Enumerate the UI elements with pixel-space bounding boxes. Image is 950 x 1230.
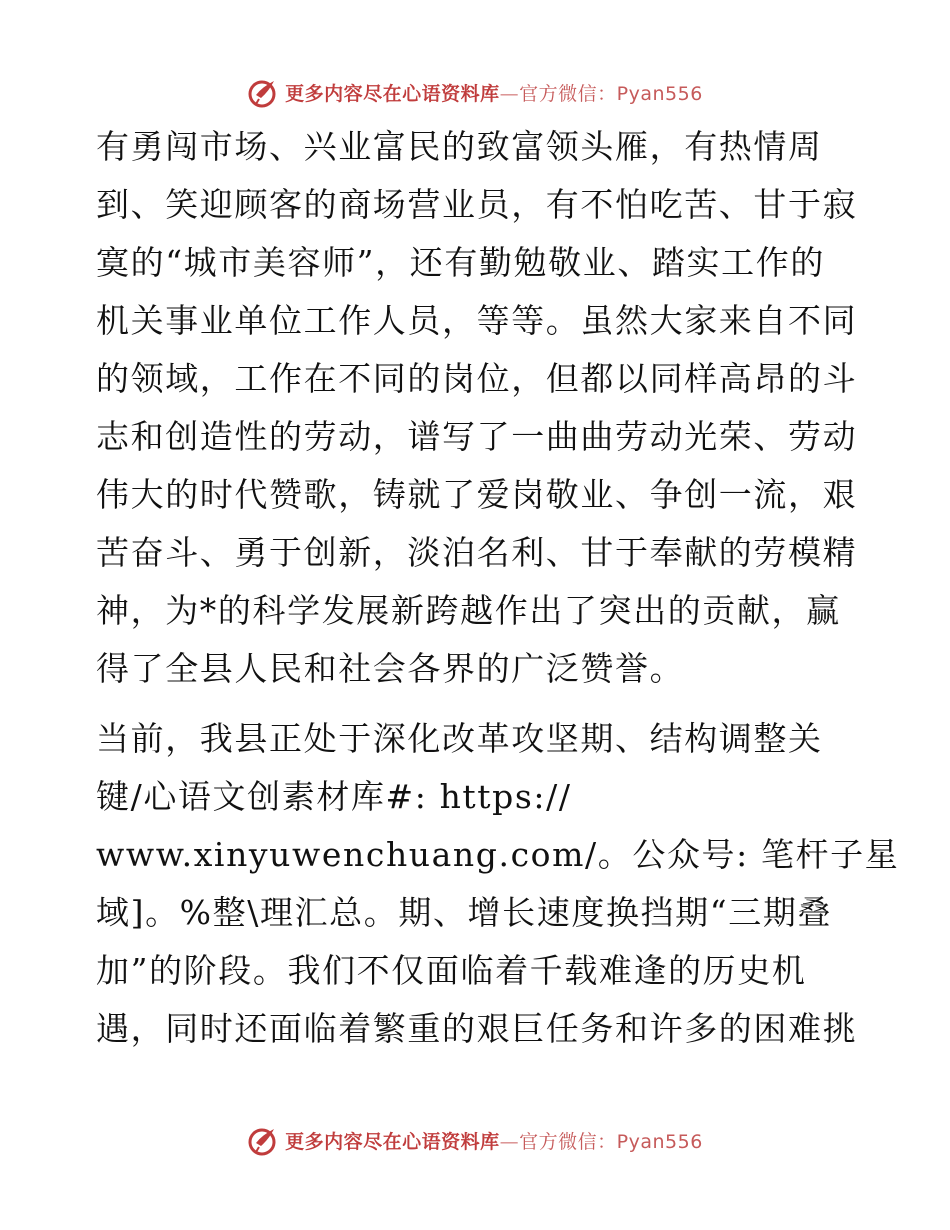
text-line: 机关事业单位工作人员，等等。虽然大家来自不同 (96, 301, 858, 340)
text-line: 遇，同时还面临着繁重的艰巨任务和许多的困难挑 (96, 1009, 858, 1048)
text-line: 得了全县人民和社会各界的广泛赞誉。 (96, 649, 685, 688)
text-line: 志和创造性的劳动，谱写了一曲曲劳动光荣、劳动 (96, 417, 858, 456)
paragraph-1 (96, 118, 856, 698)
footer-watermark-text: 更多内容尽在心语资料库—官方微信：Pyan556 (285, 1130, 703, 1153)
paragraph-gap (96, 698, 856, 710)
text-line: 苦奋斗、勇于创新，淡泊名利、甘于奉献的劳模精 (96, 533, 858, 572)
text-line: 的领域，工作在不同的岗位，但都以同样高昂的斗 (96, 359, 858, 398)
header-watermark (0, 72, 950, 112)
footer-watermark (0, 1120, 950, 1160)
quill-logo-icon (247, 1123, 281, 1157)
quill-logo-icon (247, 75, 281, 109)
text-line: 到、笑迎顾客的商场营业员，有不怕吃苦、甘于寂 (96, 185, 858, 224)
document-body (96, 118, 900, 1058)
text-line: 神，为*的科学发展新跨越作出了突出的贡献，赢 (96, 591, 841, 630)
text-line: 键/心语文创素材库#: https:// (96, 777, 572, 816)
text-line: 域]。%整\理汇总。期、增长速度换挡期“三期叠 (96, 893, 833, 932)
header-watermark-text: 更多内容尽在心语资料库—官方微信：Pyan556 (285, 82, 703, 105)
paragraph-2 (96, 710, 900, 1058)
text-line: www.xinyuwenchuang.com/。公众号: 笔杆子星 (96, 835, 900, 874)
text-line: 有勇闯市场、兴业富民的致富领头雁，有热情周 (96, 127, 823, 166)
text-line: 加”的阶段。我们不仅面临着千载难逢的历史机 (96, 951, 807, 990)
text-line: 伟大的时代赞歌，铸就了爱岗敬业、争创一流，艰 (96, 475, 858, 514)
text-line: 当前，我县正处于深化改革攻坚期、结构调整关 (96, 719, 823, 758)
text-line: 寞的“城市美容师”，还有勤勉敬业、踏实工作的 (96, 243, 825, 282)
